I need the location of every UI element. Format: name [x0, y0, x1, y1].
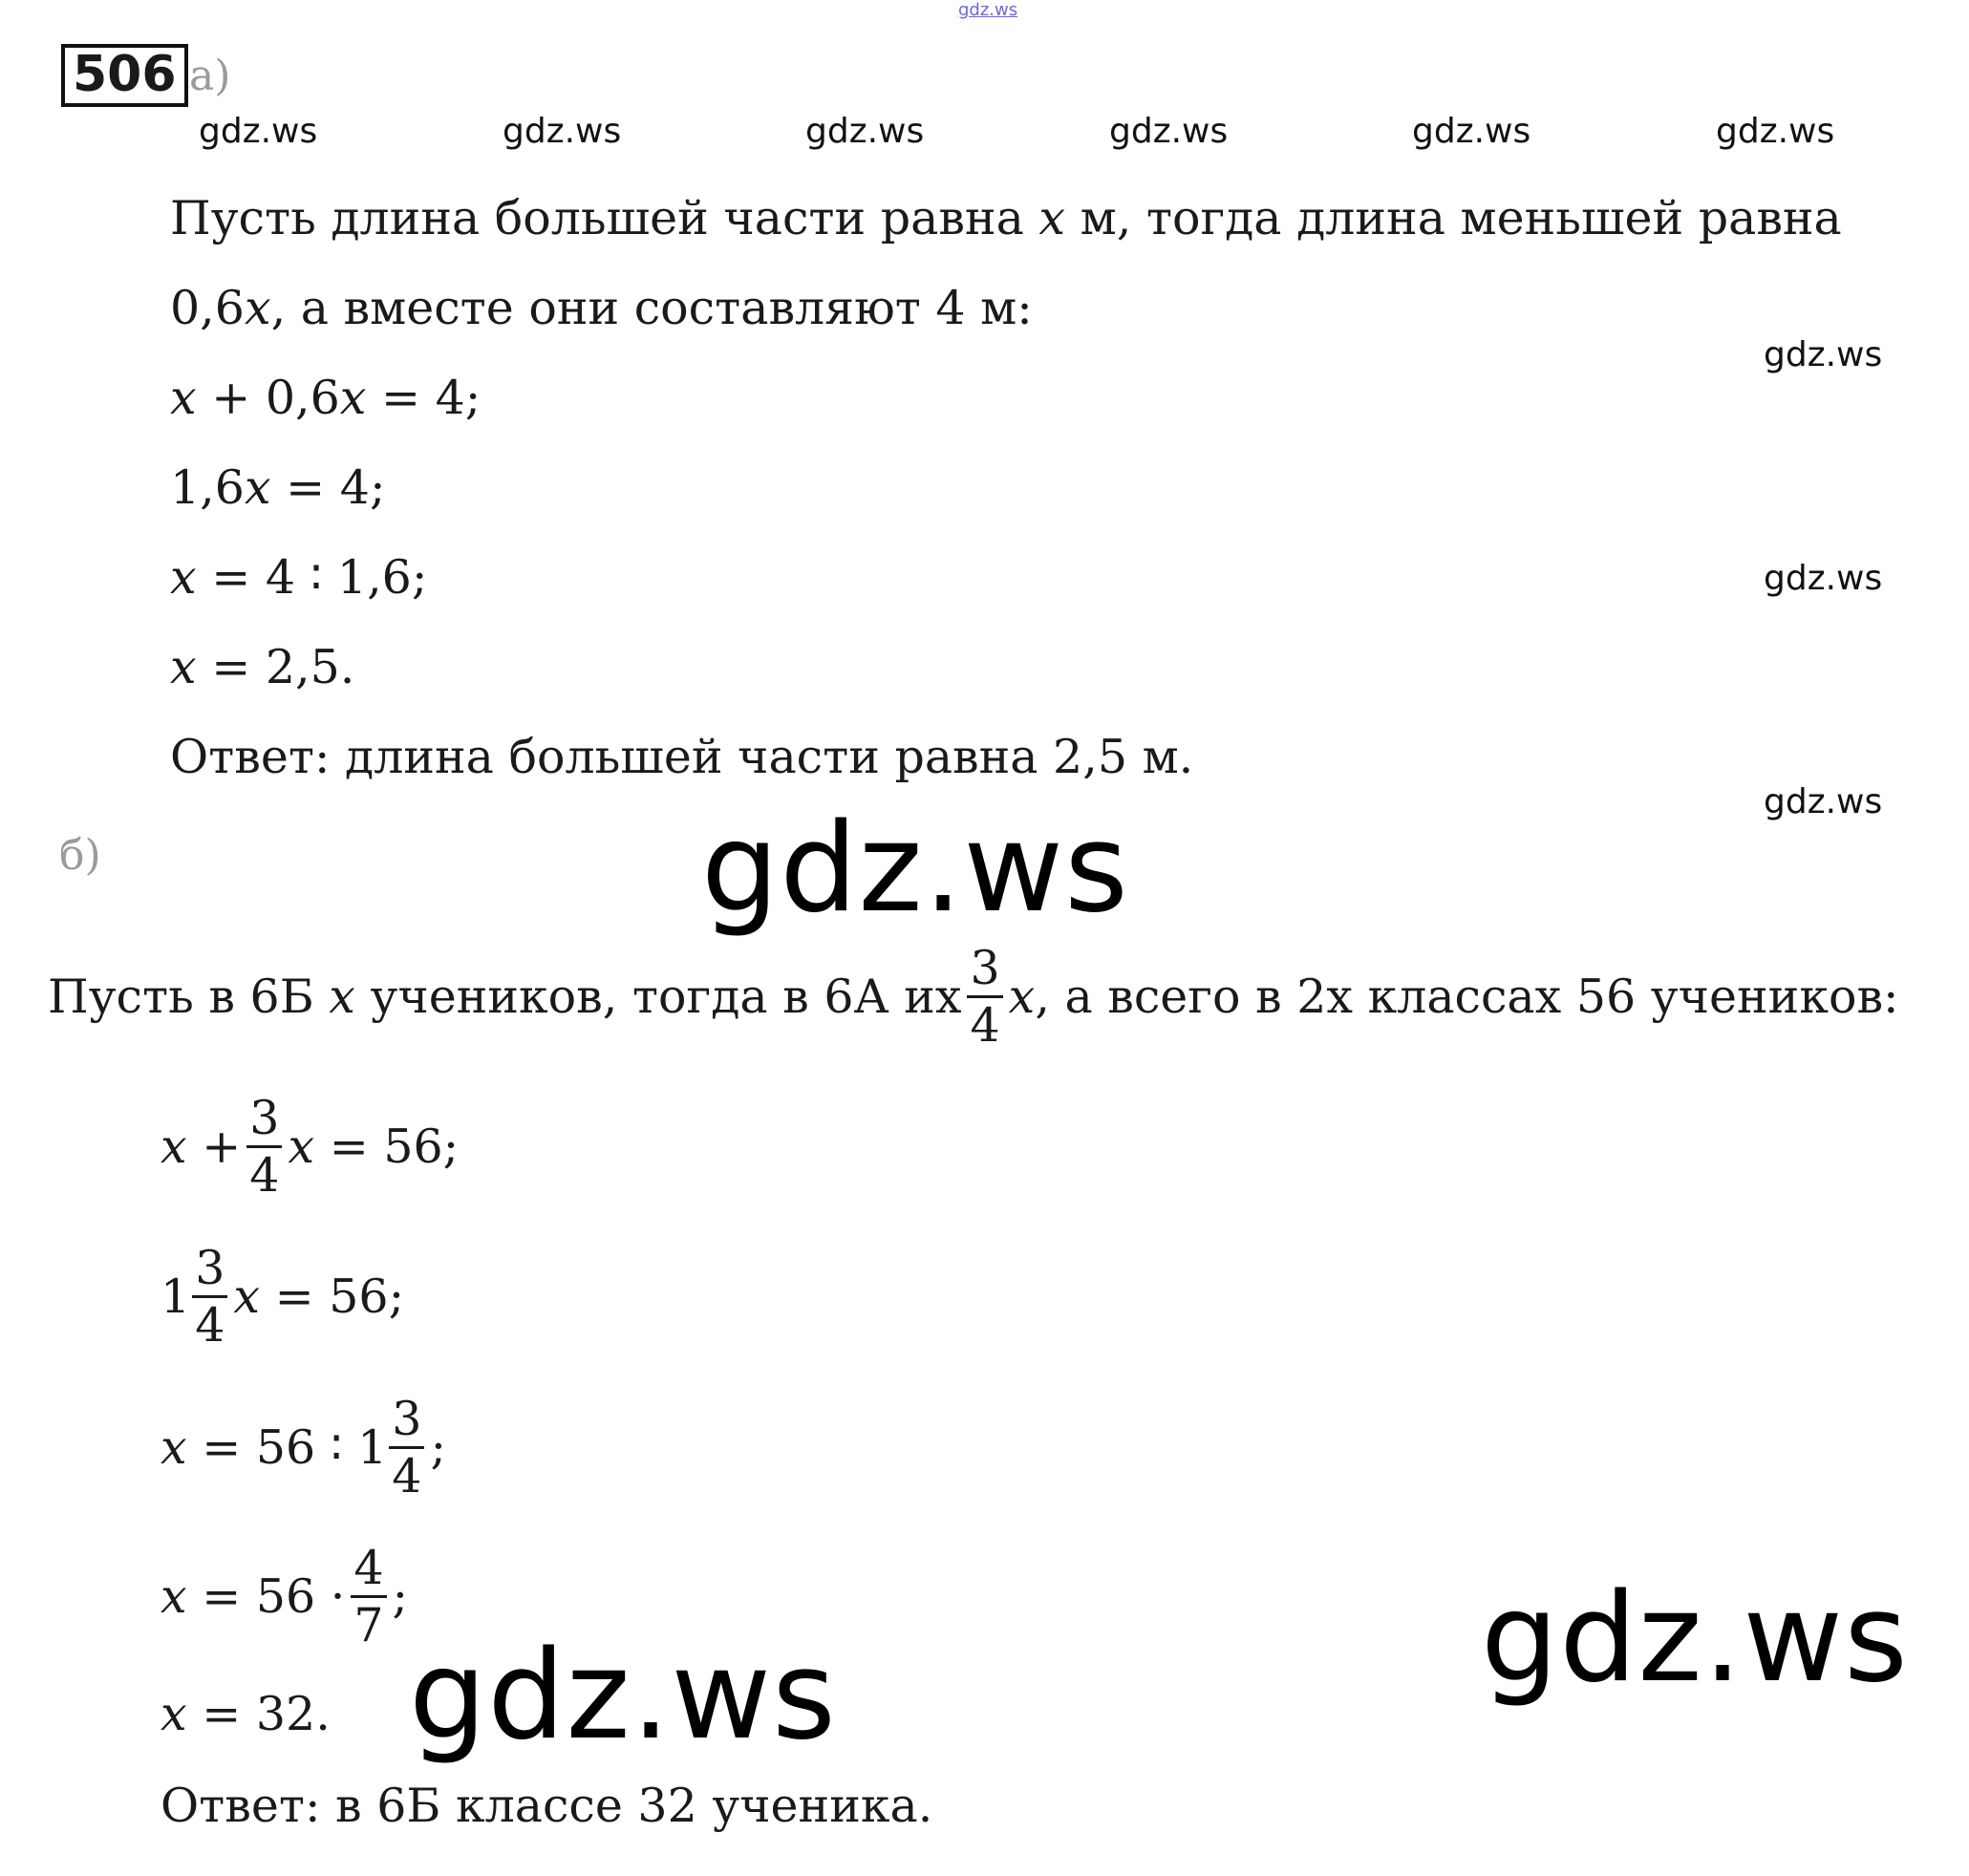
watermark: gdz.ws	[805, 112, 925, 151]
fraction: $\frac{3}{4}$	[389, 1396, 424, 1500]
fraction: $\frac{4}{7}$	[351, 1545, 386, 1649]
problem-number: 506	[61, 44, 188, 107]
part-a-equation-1: x + 0,6x = 4;	[170, 371, 482, 425]
part-b-equation-1: x + $\frac{3}{4}$ x = 56;	[161, 1090, 460, 1203]
part-a-label: а)	[189, 52, 231, 100]
watermark: gdz.ws	[1764, 782, 1883, 821]
part-b-equation-4: x = 56 · $\frac{4}{7}$ ;	[161, 1540, 409, 1652]
watermark: gdz.ws	[503, 112, 622, 151]
fraction: $\frac{3}{4}$	[246, 1095, 282, 1199]
fraction: $\frac{3}{4}$	[192, 1245, 227, 1349]
watermark: gdz.ws	[1412, 112, 1531, 151]
part-b-equation-2: 1 $\frac{3}{4}$ x = 56;	[161, 1240, 405, 1353]
site-link[interactable]: gdz.ws	[958, 0, 1018, 20]
watermark-large: gdz.ws	[1481, 1567, 1909, 1710]
part-b-equation-5: x = 32.	[161, 1687, 331, 1741]
watermark-large: gdz.ws	[701, 798, 1129, 940]
part-a-intro-line-1: Пусть длина большей части равна x м, тогда длина меньшей равна	[170, 191, 1842, 245]
watermark: gdz.ws	[1109, 112, 1229, 151]
watermark-large: gdz.ws	[409, 1625, 837, 1767]
part-a-answer: Ответ: длина большей части равна 2,5 м.	[170, 730, 1194, 784]
watermark: gdz.ws	[1716, 112, 1835, 151]
part-a-equation-2: 1,6x = 4;	[170, 460, 386, 515]
part-a-equation-3: x = 4 ∶ 1,6;	[170, 550, 428, 605]
part-b-label: б)	[59, 831, 101, 880]
watermark: gdz.ws	[1764, 335, 1883, 374]
watermark: gdz.ws	[199, 112, 318, 151]
fraction: $\frac{3}{4}$	[967, 945, 1002, 1049]
part-a-equation-4: x = 2,5.	[170, 640, 355, 694]
part-b-equation-3: x = 56 ∶ 1 $\frac{3}{4}$ ;	[161, 1391, 446, 1503]
part-a-intro-line-2: 0,6x, а вместе они составляют 4 м:	[170, 281, 1033, 335]
watermark: gdz.ws	[1764, 559, 1883, 598]
part-b-answer: Ответ: в 6Б классе 32 ученика.	[161, 1779, 933, 1833]
part-b-intro: Пусть в 6Б x учеников, тогда в 6А их $\frac{3}{4}$ x , а всего в 2х классах 56 учеников:	[48, 940, 1899, 1053]
